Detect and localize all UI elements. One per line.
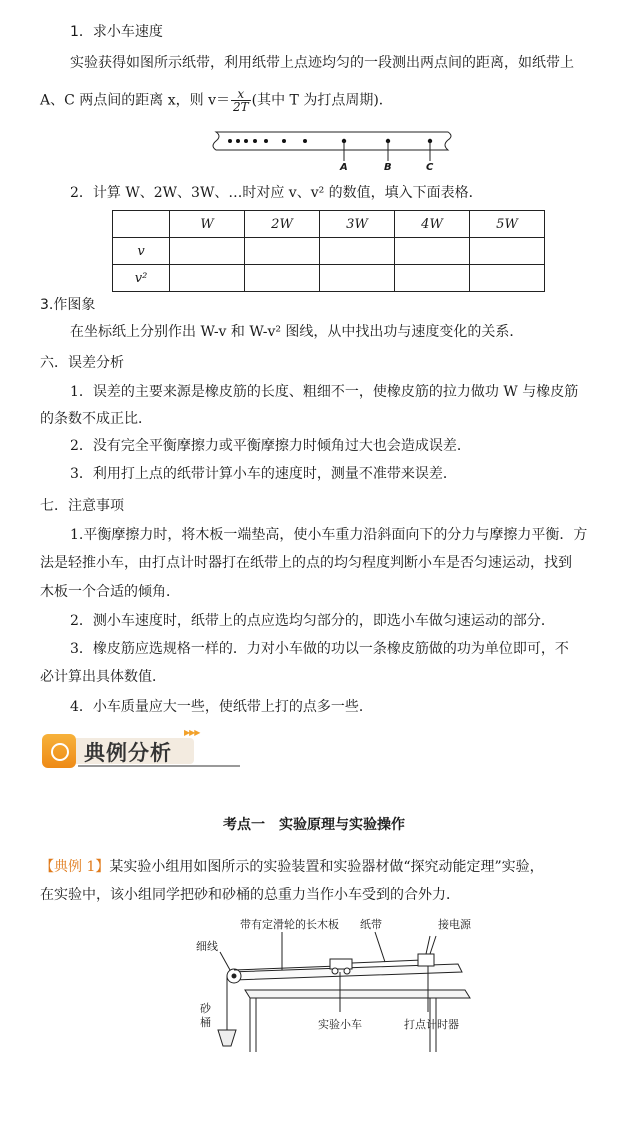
- table-header-cell: 2W: [245, 211, 320, 238]
- apparatus-figure: [190, 912, 480, 1057]
- tape-label-c: C: [426, 162, 434, 173]
- example-paragraph: [40, 857, 544, 877]
- table-cell: [113, 211, 170, 238]
- label-timer: 打点计时器: [404, 1018, 459, 1031]
- paragraph: 的条数不成正比．: [40, 411, 152, 427]
- fraction-denominator: 2T: [232, 100, 249, 114]
- paragraph: 在坐标纸上分别作出 W-v 和 W-v² 图线，从中找出功与速度变化的关系．: [70, 324, 524, 340]
- fraction-numerator: x: [231, 88, 251, 101]
- example-label: 【典例 1】: [40, 859, 110, 875]
- label-bucket-1: 砂: [200, 1002, 211, 1015]
- example-text: 某实验小组用如图所示的实验装置和实验器材做“探究动能定理”实验，: [109, 859, 544, 875]
- badge-label: 典例分析: [84, 741, 172, 765]
- table-header-cell: 5W: [470, 211, 545, 238]
- paragraph: 木板一个合适的倾角．: [40, 584, 180, 600]
- paragraph: 4．小车质量应大一些，使纸带上打的点多一些．: [70, 699, 373, 715]
- section-title-notes: 七．注意事项: [40, 498, 124, 514]
- section-title-graph: 3.作图象: [40, 297, 96, 313]
- paragraph: 法是轻推小车，由打点计时器打在纸带上的点的均匀程度判断小车是否匀速运动，找到: [40, 555, 572, 571]
- paragraph: 1.平衡摩擦力时，将木板一端垫高，使小车重力沿斜面向下的分力与摩擦力平衡．方: [70, 527, 588, 543]
- paragraph: 2．计算 W、2W、3W、…时对应 v、v² 的数值，填入下面表格．: [70, 185, 483, 201]
- paragraph: 3．利用打上点的纸带计算小车的速度时，测量不准带来误差．: [70, 466, 457, 482]
- paper-tape-figure: [212, 128, 458, 178]
- label-tape: 纸带: [360, 918, 382, 931]
- table-header-cell: 3W: [320, 211, 395, 238]
- paragraph: 在实验中，该小组同学把砂和砂桶的总重力当作小车受到的合外力．: [40, 887, 460, 903]
- table-row: [113, 211, 545, 238]
- tape-label-b: B: [384, 162, 392, 173]
- fraction: [231, 88, 251, 113]
- label-bucket-2: 桶: [200, 1016, 211, 1029]
- paragraph: 1．误差的主要来源是橡皮筋的长度、粗细不一，使橡皮筋的拉力做功 W 与橡皮筋: [70, 384, 579, 400]
- paragraph: 3．橡皮筋应选规格一样的．力对小车做的功以一条橡皮筋做的功为单位即可，不: [70, 641, 569, 657]
- paragraph: 2．没有完全平衡摩擦力或平衡摩擦力时倾角过大也会造成误差．: [70, 438, 471, 454]
- tape-dots: [228, 139, 432, 143]
- table-row-label: v: [113, 238, 170, 265]
- label-string: 细线: [196, 940, 218, 953]
- paragraph-formula: [40, 88, 393, 113]
- tape-label-a: A: [340, 162, 348, 173]
- label-power: 接电源: [438, 918, 471, 931]
- table-header-cell: 4W: [395, 211, 470, 238]
- topic-title: 考点一 实验原理与实验操作: [223, 817, 405, 833]
- label-car: 实验小车: [318, 1018, 362, 1031]
- section-title-velocity: 1．求小车速度: [70, 24, 163, 40]
- formula-text-post: (其中 T 为打点周期)．: [251, 92, 393, 109]
- table-row: [113, 265, 545, 292]
- label-board: 带有定滑轮的长木板: [240, 918, 339, 931]
- paragraph: 2．测小车速度时，纸带上的点应选均匀部分的，即选小车做匀速运动的部分．: [70, 613, 555, 629]
- section-badge: [42, 728, 200, 768]
- table-header-cell: W: [170, 211, 245, 238]
- formula-text-pre: A、C 两点间的距离 x，则 v＝: [40, 92, 230, 109]
- data-table: [112, 210, 545, 292]
- table-row: [113, 238, 545, 265]
- globe-icon: [42, 734, 76, 768]
- arrows-icon: ▶▶▶: [184, 728, 200, 737]
- table-row-label: v²: [113, 265, 170, 292]
- section-title-error: 六．误差分析: [40, 355, 124, 371]
- paragraph: 必计算出具体数值．: [40, 669, 166, 685]
- paragraph: 实验获得如图所示纸带，利用纸带上点迹均匀的一段测出两点间的距离，如纸带上: [70, 55, 574, 71]
